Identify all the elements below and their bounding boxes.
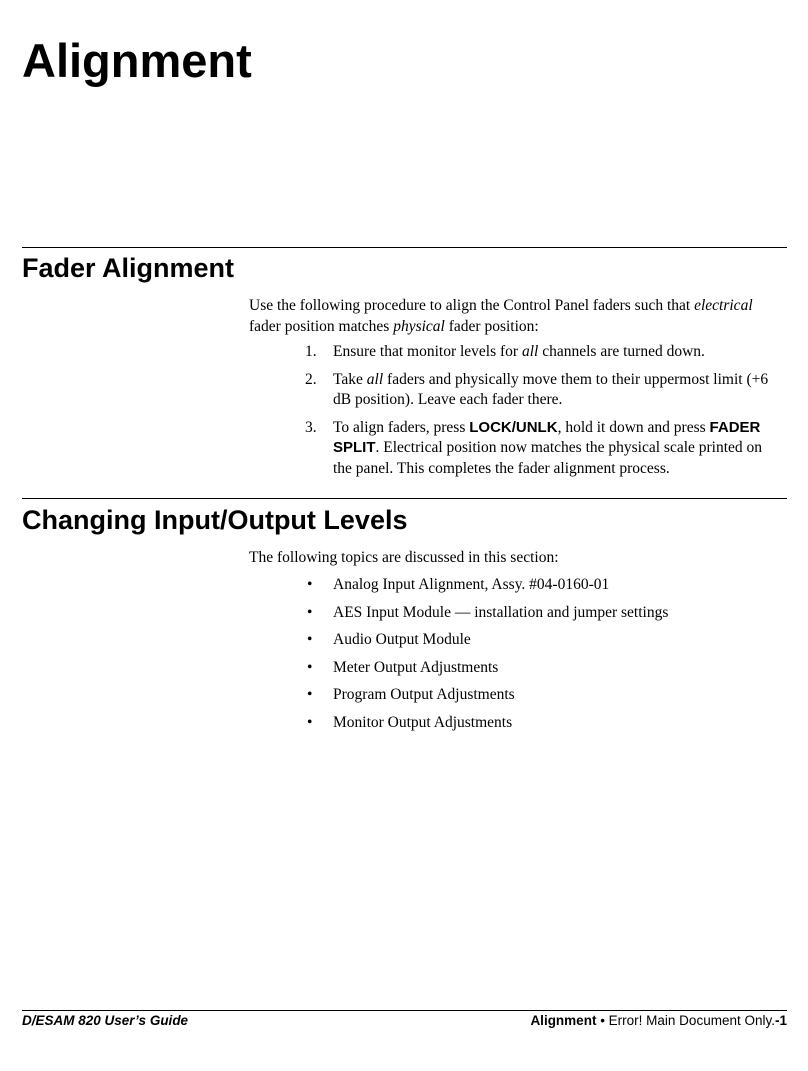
topics-list <box>249 575 779 740</box>
list-item <box>249 685 779 713</box>
step-text: channels are turned down. <box>538 343 705 360</box>
footer-divider <box>22 1010 787 1011</box>
bullet-icon: • <box>307 603 313 621</box>
bullet-icon: • <box>307 658 313 676</box>
step-text: faders and physically move them to their uppermost limit (+6 dB position). Leave each fader there. <box>333 370 769 408</box>
step-item <box>249 342 779 363</box>
step-text: , hold it down and press <box>557 418 710 436</box>
key-label-lock-unlk: LOCK/UNLK <box>469 418 558 436</box>
topic-text: Monitor Output Adjustments <box>333 713 513 731</box>
step-text: Ensure that monitor levels for <box>333 343 522 360</box>
topic-text: Analog Input Alignment, Assy. #04-0160-01 <box>333 576 610 593</box>
bullet-icon: • <box>307 713 313 731</box>
intro-emphasis: physical <box>393 317 445 335</box>
list-item <box>249 603 779 631</box>
key-label-fader-split: FADER SPLIT <box>333 418 761 456</box>
step-text: . Electrical position now matches the physical scale printed on the panel. This completes the fader alignment process. <box>333 439 763 477</box>
intro-text: Use the following procedure to align the Control Panel faders such that <box>249 297 695 314</box>
fader-steps-list <box>249 342 779 479</box>
step-emphasis: all <box>521 343 539 360</box>
bullet-icon: • <box>307 576 313 593</box>
topic-text: AES Input Module — installation and jumper settings <box>333 603 669 621</box>
list-item <box>249 575 779 603</box>
section-heading-changing-levels: Changing Input/Output Levels <box>22 505 408 535</box>
step-number: 2. <box>305 370 317 388</box>
step-item <box>249 418 779 480</box>
footer-separator: • <box>596 1013 609 1028</box>
bullet-icon: • <box>307 631 313 648</box>
list-item <box>249 713 779 741</box>
fader-intro-paragraph <box>249 296 779 337</box>
step-number: 3. <box>305 418 317 436</box>
intro-emphasis: electrical <box>694 297 753 314</box>
step-emphasis: all <box>366 370 384 388</box>
footer-field-error: Error! Main Document Only. <box>608 1013 775 1028</box>
step-text: Take <box>333 370 367 388</box>
topic-text: Program Output Adjustments <box>333 686 515 703</box>
chapter-title: Alignment <box>22 34 252 87</box>
step-number: 1. <box>305 343 317 360</box>
step-item <box>249 370 779 411</box>
footer-page-reference <box>530 1012 787 1030</box>
section-divider <box>22 498 787 499</box>
section-divider <box>22 247 787 248</box>
footer-document-title: D/ESAM 820 User’s Guide <box>22 1013 189 1028</box>
list-item <box>249 658 779 686</box>
intro-text: fader position matches <box>249 317 394 335</box>
bullet-icon: • <box>307 686 313 703</box>
step-text: To align faders, press <box>333 418 470 436</box>
footer-page-number: -1 <box>774 1013 787 1028</box>
list-item <box>249 630 779 658</box>
levels-intro-paragraph: The following topics are discussed in this section: <box>249 549 559 566</box>
intro-text: fader position: <box>444 317 539 335</box>
footer-chapter-name: Alignment <box>530 1013 597 1028</box>
topic-text: Meter Output Adjustments <box>333 658 499 676</box>
topic-text: Audio Output Module <box>333 631 471 648</box>
section-heading-fader-alignment: Fader Alignment <box>22 253 235 283</box>
